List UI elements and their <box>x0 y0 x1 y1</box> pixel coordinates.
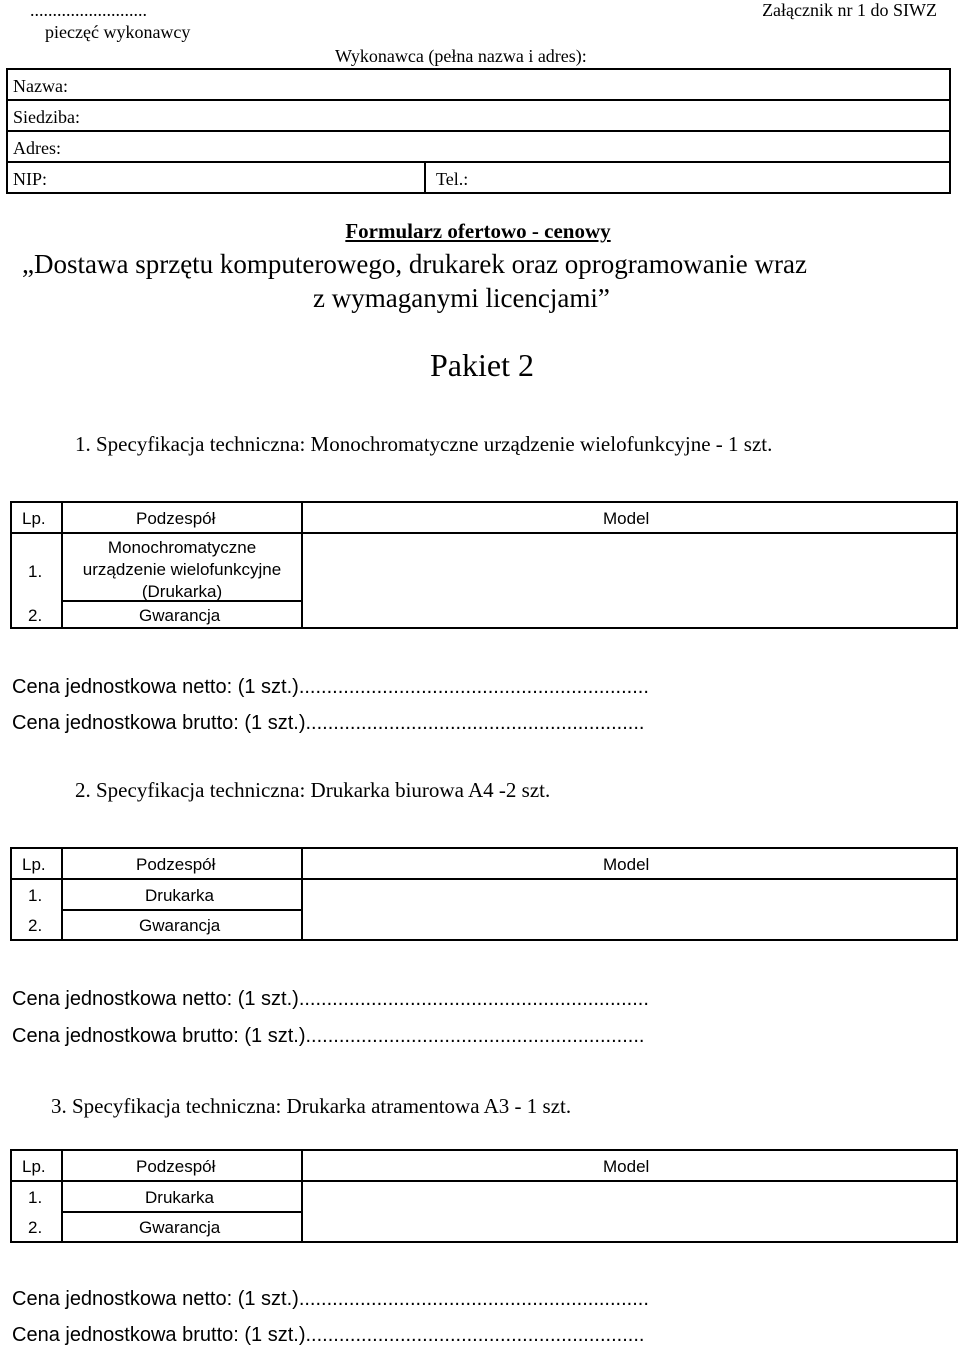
row-2-lp: 2. <box>28 1218 43 1237</box>
contractor-info-box <box>6 68 951 194</box>
spec-heading-1: 1. Specyfikacja techniczna: Monochromatyczne urządzenie wielofunkcyjne - 1 szt. <box>75 432 773 456</box>
price-net-2: Cena jednostkowa netto: (1 szt.)............................................................... <box>12 988 649 1010</box>
row-1-lp: 1. <box>28 562 43 581</box>
subject-line-1: „Dostawa sprzętu komputerowego, drukarek oraz oprogramowanie wraz <box>22 249 807 279</box>
table-header-row <box>12 1151 956 1182</box>
spec-table-2 <box>10 847 958 941</box>
model-input-cell[interactable] <box>303 1182 956 1241</box>
price-gross-3: Cena jednostkowa brutto: (1 szt.)............................................................. <box>12 1324 645 1346</box>
price-net-3: Cena jednostkowa netto: (1 szt.)............................................................... <box>12 1288 649 1310</box>
row-1-component: Drukarka <box>145 886 214 905</box>
row-1-lp: 1. <box>28 1188 43 1207</box>
model-input-cell[interactable] <box>303 534 956 627</box>
row-2-component: Gwarancja <box>139 1218 221 1237</box>
row-1-component: Drukarka <box>145 1188 214 1207</box>
name-label: Nazwa: <box>13 76 68 96</box>
tel-field[interactable] <box>424 163 468 192</box>
component-line: (Drukarka) <box>141 582 223 601</box>
spec-table-3 <box>10 1149 958 1243</box>
subject-line-2: z wymaganymi licencjami” <box>313 283 610 313</box>
spec-heading-2: 2. Specyfikacja techniczna: Drukarka biurowa A4 -2 szt. <box>75 778 551 802</box>
col-model-header: Model <box>603 509 650 528</box>
row-2-component: Gwarancja <box>139 606 221 625</box>
seat-label: Siedziba: <box>13 107 80 127</box>
table-body <box>12 1182 956 1241</box>
row-1-component <box>63 537 301 603</box>
col-component-header: Podzespół <box>136 855 216 874</box>
component-line: Monochromatyczne <box>107 538 257 557</box>
contractor-label: Wykonawca (pełna nazwa i adres): <box>335 46 587 66</box>
address-label: Adres: <box>13 138 61 158</box>
col-lp-header: Lp. <box>22 1157 46 1176</box>
tel-label: Tel.: <box>436 169 469 189</box>
contractor-name-row[interactable] <box>8 70 949 101</box>
col-component-header: Podzespół <box>136 1157 216 1176</box>
package-title: Pakiet 2 <box>430 347 534 383</box>
contractor-address-row[interactable] <box>8 132 949 163</box>
row-2-lp: 2. <box>28 916 43 935</box>
nip-label: NIP: <box>13 169 48 189</box>
contractor-seat-row[interactable] <box>8 101 949 132</box>
col-lp-header: Lp. <box>22 855 46 874</box>
col-model-header: Model <box>603 855 650 874</box>
price-net-1: Cena jednostkowa netto: (1 szt.)............................................................... <box>12 676 649 698</box>
row-2-component: Gwarancja <box>139 916 221 935</box>
price-gross-1: Cena jednostkowa brutto: (1 szt.)............................................................. <box>12 712 645 734</box>
spec-heading-3: 3. Specyfikacja techniczna: Drukarka atramentowa A3 - 1 szt. <box>51 1094 572 1118</box>
row-2-lp: 2. <box>28 606 43 625</box>
price-gross-2: Cena jednostkowa brutto: (1 szt.)............................................................. <box>12 1025 645 1047</box>
stamp-label: pieczęć wykonawcy <box>45 22 191 42</box>
col-lp-header: Lp. <box>22 509 46 528</box>
table-body <box>12 880 956 939</box>
spec-table-1 <box>10 501 958 629</box>
col-component-header: Podzespół <box>136 509 216 528</box>
col-model-header: Model <box>603 1157 650 1176</box>
table-header-row <box>12 849 956 880</box>
stamp-placeholder-dots: .......................... <box>30 0 147 20</box>
table-header-row <box>12 503 956 534</box>
table-body <box>12 534 956 627</box>
component-line: urządzenie wielofunkcyjne <box>82 560 282 579</box>
row-1-lp: 1. <box>28 886 43 905</box>
form-title: Formularz ofertowo - cenowy <box>345 219 611 243</box>
attachment-label: Załącznik nr 1 do SIWZ <box>762 0 937 20</box>
model-input-cell[interactable] <box>303 880 956 939</box>
contractor-nip-row[interactable] <box>8 163 949 194</box>
